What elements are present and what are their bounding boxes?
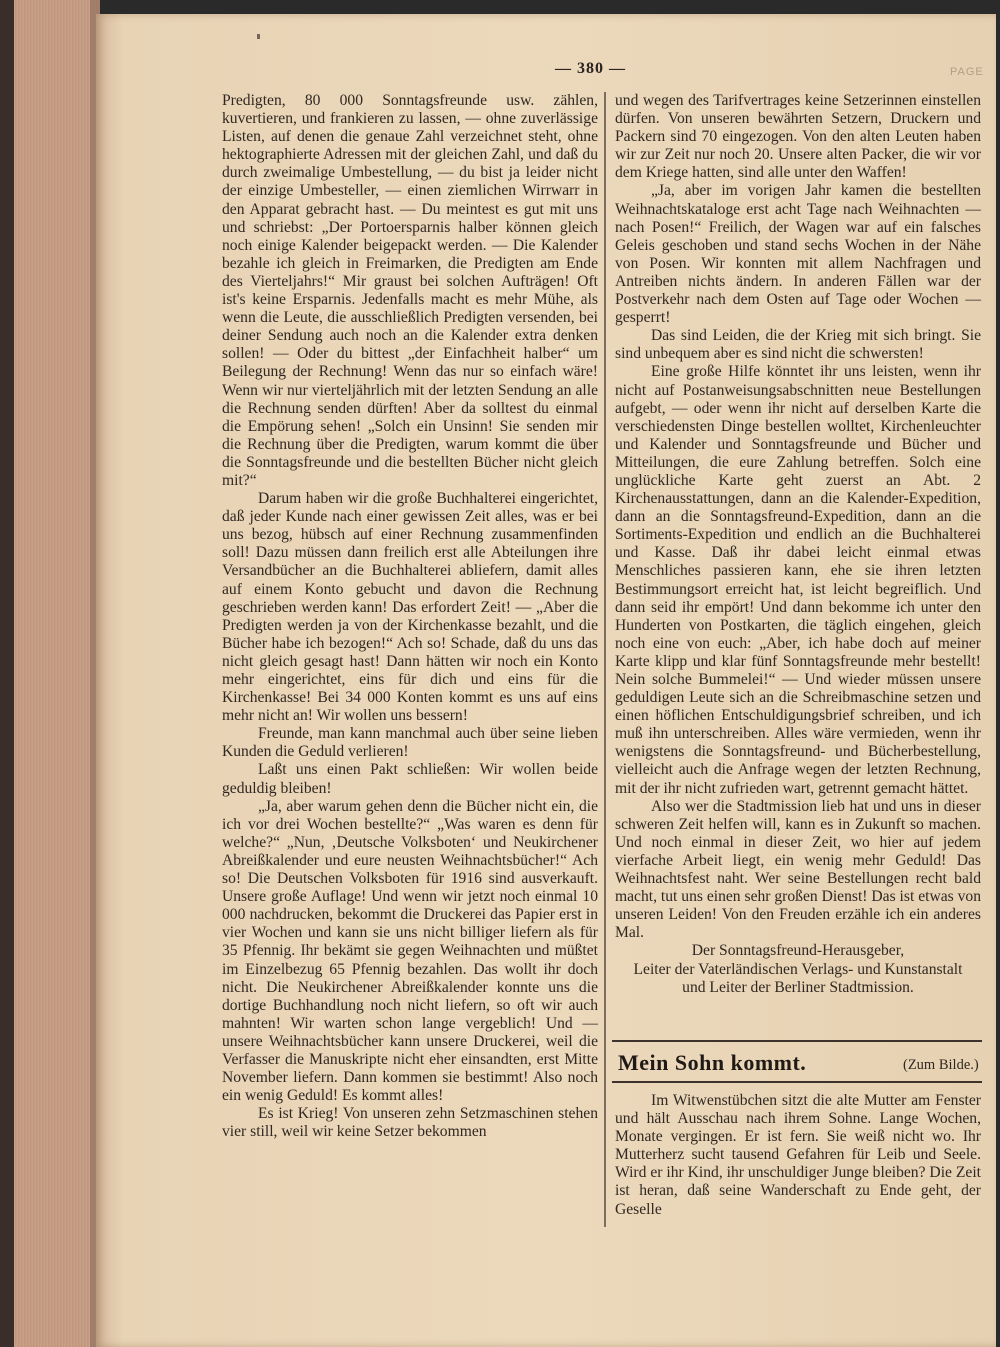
left-paragraph-6: Es ist Krieg! Von unseren zehn Setzmaschinen stehen vier still, weil wir keine Setzer bekommen — [222, 1105, 598, 1141]
left-column — [222, 92, 598, 1141]
right-column — [615, 92, 981, 997]
page-number: — 380 — — [555, 60, 626, 77]
left-paragraph-5: „Ja, aber warum gehen denn die Bücher nicht ein, die ich vor drei Wochen bestellte?“ „Was waren es denn für welche?“ „Nun, ‚Deutsche Volksboten‘ und Neukirchener Abreißkalender und eure neusten Weihnachtsbücher!“ Ach so! Die Deutschen Volksboten für 1916 sind ausverkauft. Unsere große Auflage! Und wenn wir jetzt noch einmal 10 000 nachdrucken, bekommt die Druckerei das Papier erst in vier Wochen und kann sie uns nicht billiger liefern als für 35 Pfennig. Ihr bekämt sie gegen Weihnachten und müßtet im Einzelbezug 65 Pfennig bezahlen. Das wollt ihr doch nicht. Die Neukirchener Abreißkalender konnte uns die dortige Buchhandlung noch nicht liefern, so oft wir auch mahnten! Wir warten schon lange vergeblich! Und — unsere Weihnachtsbücher kann unsere Druckerei, weil die Verfasser die Manuskripte nicht eher einsandten, erst Mitte November liefern. Dann kommen sie bestimmt! Also noch ein wenig Geduld! Es kommt alles! — [222, 797, 598, 1105]
left-paragraph-4: Laßt uns einen Pakt schließen: Wir wollen beide geduldig bleiben! — [222, 761, 598, 797]
right-paragraph-1: und wegen des Tarifvertrages keine Setzerinnen einstellen dürfen. Von unseren bewährten Setzern, Druckern und Packern sind 70 eingezogen. Von den alten Leuten haben wir zur Zeit nur noch 20. Unsere alten Packer, die wir vor dem Kriege hatten, sind alle unter den Waffen! — [615, 92, 981, 182]
right-paragraph-3: Das sind Leiden, die der Krieg mit sich bringt. Sie sind unbequem aber es sind nicht die schwersten! — [615, 327, 981, 363]
book-cover-edge — [0, 0, 14, 1347]
section-paragraph: Im Witwenstübchen sitzt die alte Mutter am Fenster und hält Ausschau nach ihrem Sohne. Lange Wochen, Monate vergingen. Er ist fern. Sie weiß nicht wo. Ihr Mutterherz sucht tausend Gefahren für Leib und Seele. Wird er ihr Kind, ihr unschuldiger Junge bleiben? Die Zeit ist heran, daß seine Wanderschaft zu Ende geht, der Geselle — [615, 1092, 981, 1218]
left-paragraph-2: Darum haben wir die große Buchhalterei eingerichtet, daß jeder Kunde nach einer gewissen Zeit alles, was er bei uns bezog, hübsch auf einer Rechnung zusammenfinden soll! Dazu müssen dann freilich erst alle Abteilungen ihre Versandbücher an die Buchhalterei abliefern, damit alles auf einem Konto gebucht und davon die Rechnung geschrieben werden kann! Das erfordert Zeit! — „Aber die Predigten werden ja von der Kirchenkasse bezahlt, und die Bücher habe ich bezogen!“ Ach so! Schade, daß du uns das nicht gleich gesagt hast! Dann hätten wir noch ein Konto mehr eingerichtet, eins für dich und eins für die Kirchenkasse! Bei 34 000 Konten kommt es uns auf eins mehr nicht an! Wir wollen uns bessern! — [222, 490, 598, 725]
signature-line-3: und Leiter der Berliner Stadtmission. — [682, 978, 914, 996]
right-paragraph-2: „Ja, aber im vorigen Jahr kamen die bestellten Weihnachtskataloge erst acht Tage nach Weihnachten — nach Posen!“ Freilich, der Wagen war auf ein falsches Geleis geschoben und stand sechs Wochen in der Nähe von Posen. Wir konnten mit allem Nachfragen und Antreiben nichts ändern. In anderen Fällen war der Postverkehr nach dem Osten auf Tage oder Wochen — gesperrt! — [615, 182, 981, 327]
section-rule-top — [612, 1040, 982, 1042]
right-paragraph-5: Also wer die Stadtmission lieb hat und uns in dieser schweren Zeit helfen will, kann es in Zukunft so machen. Und noch einmal in dieser Zeit, wo hier auf jedem vierfache Arbeit liegt, ein wenig mehr Geduld! Das Weihnachtsfest naht. Wer seine Bestellungen recht bald macht, tut uns einen sehr großen Dienst! Das ist etwas von unseren Leiden! Von den Freuden erzähle ich ein anderes Mal. — [615, 797, 981, 942]
section-heading: Mein Sohn kommt. — [618, 1050, 807, 1075]
section-note: (Zum Bilde.) — [903, 1057, 979, 1073]
section-rule-bottom — [612, 1081, 982, 1083]
column-divider — [604, 92, 606, 1227]
left-paragraph-3: Freunde, man kann manchmal auch über seine lieben Kunden die Geduld verlieren! — [222, 725, 598, 761]
right-paragraph-4: Eine große Hilfe könntet ihr uns leisten, wenn ihr nicht auf Postanweisungsabschnitten neue Bestellungen aufgebt, — oder wenn ihr nicht auf derselben Karte die verschiedensten Dinge bestellen wolltet, Kirchenleuchter und Kalender und Sonntagsfreunde und Bücher und Mitteilungen, die eure Zahlung betreffen. Solch eine unglückliche Karte geht zuerst an Abt. 2 Kirchenausstattungen, dann an die Kalender-Expedition, dann an die Sonntagsfreund-Expedition, dann an die Sortiments-Expedition und endlich an die Buchhalterei und Kasse. Daß ihr dabei leicht einmal etwas Menschliches passieren kann, ehe sie ihren letzten Bestimmungsort erreicht hat, ist leicht begreiflich. Und dann seid ihr empört! Und dann bekomme ich unter den Hunderten von Postkarten, die täglich eingehen, gleich noch eine von euch: „Aber, ich habe doch auf meiner Karte klipp und klar fünf Sonntagsfreunde mehr bestellt! Nein solche Bummelei!“ — Und wieder müssen unsere geduldigen Leute sich an die Schreibmaschine setzen und einen höflichen Entschuldigungsbrief schreiben, und ich muß ihn unterschreiben. Alles wäre vermieden, wenn ihr wenigstens die Sonntagsfreund- und Bücherbestellung, vielleicht auch die Anfrage wegen der letzten Rechnung, mit der ihr nicht zufrieden wart, getrennt gemacht hättet. — [615, 363, 981, 797]
corner-mark: PAGE — [950, 66, 984, 78]
left-paragraph-1: Predigten, 80 000 Sonntagsfreunde usw. zählen, kuvertieren, und frankieren zu lassen, — ohne zuverlässige Listen, auf denen die genaue Zahl verzeichnet steht, ohne hektographierte Adressen mit der gleichen Zahl, und daß du durch zweimalige Umbestellung, — du bist ja leider nicht der einzige Umbesteller, — einen ziemlichen Wirrwarr in den Apparat gebracht hast. — Du meintest es gut mit uns und schriebst: „Der Portoersparnis halber können gleich noch einige Kalender beigepackt werden. — Die Kalender bezahle ich gleich in Freimarken, die Predigten am Ende des Vierteljahrs!“ Mir graust bei solchen Aufträgen! Oft ist's keine Ersparnis. Jedenfalls macht es mehr Mühe, als wenn die Leute, die ausschließlich Predigten versenden, bei deiner Sendung auch noch an die Kalender extra denken sollen! — Oder du bittest „der Einfachheit halber“ um Beilegung der Rechnung! Wenn das nur so einfach wäre! Wenn wir nur vierteljährlich mit der letzten Sendung an alle die Rechnung senden dürften! Aber da solltest du einmal die Empörung sehen! „Solch ein Unsinn! Sie senden mir die Rechnung über die Predigten, warum kommt die über die Sonntagsfreunde und die bestellten Bücher nicht gleich mit?“ — [222, 92, 598, 489]
ink-speck — [257, 34, 260, 39]
section-body — [615, 1092, 981, 1219]
signature-line-2: Leiter der Vaterländischen Verlags- und Kunstanstalt — [633, 960, 963, 978]
signature-line-1: Der Sonntagsfreund-Herausgeber, — [691, 942, 905, 960]
book-page-edges — [0, 0, 100, 1347]
